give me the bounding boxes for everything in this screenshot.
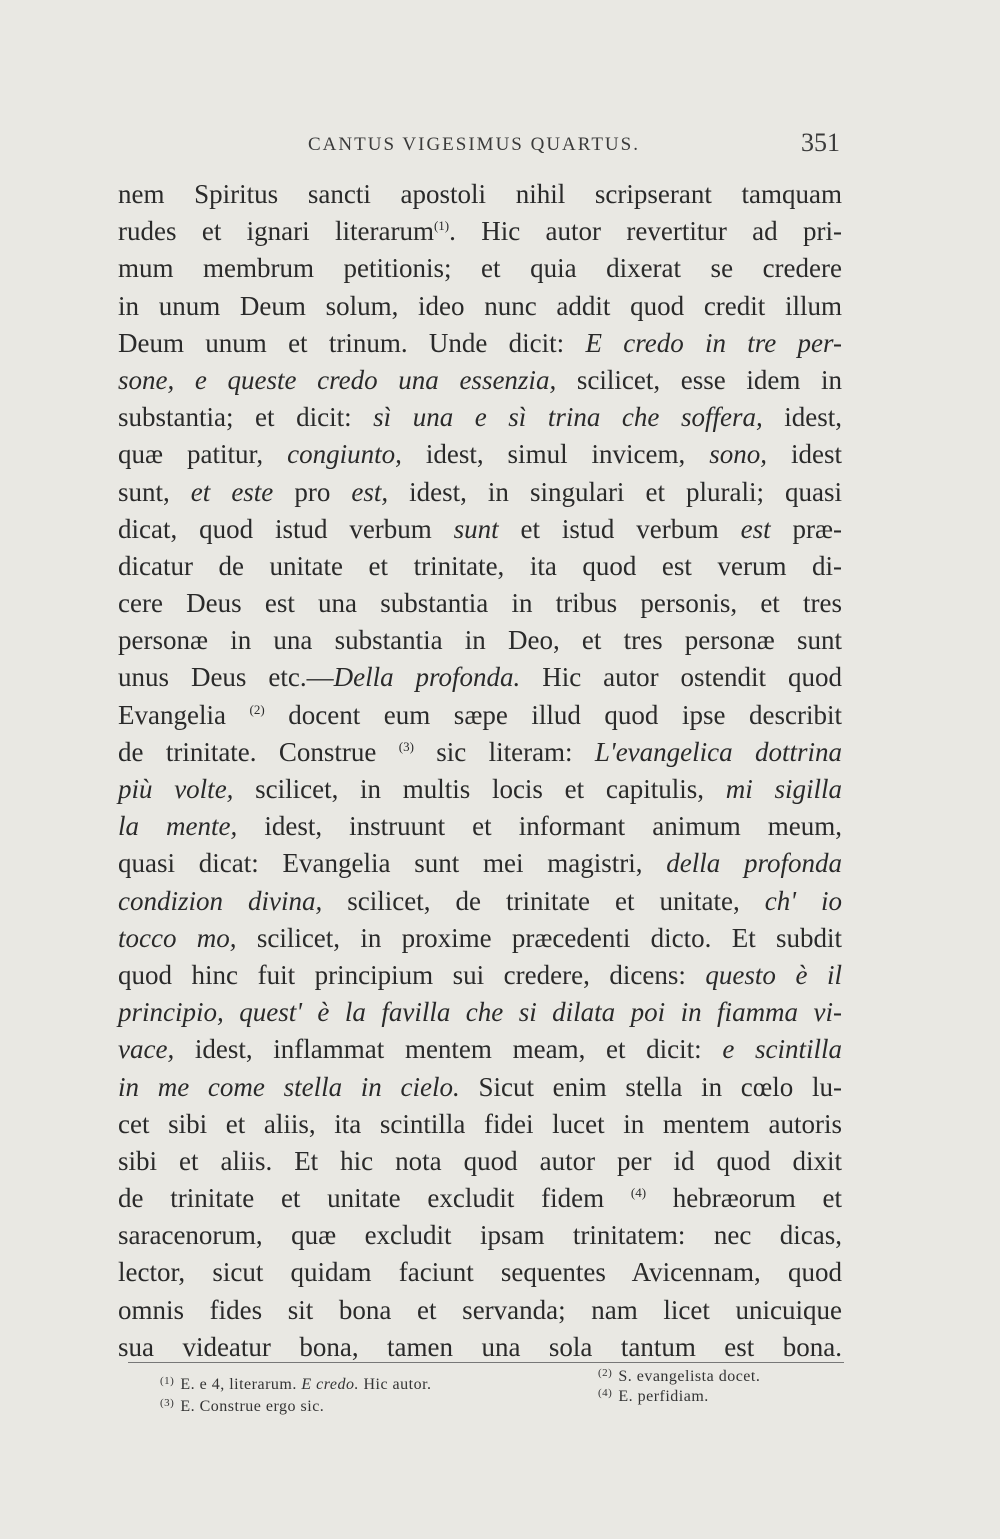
italic-phrase: E credo in tre per- [585,327,842,358]
text-segment: scilicet, in proxime præcedenti dicto. Et subdit [236,922,843,953]
footnote-2 [598,1367,760,1386]
italic-phrase: in me come stella in cielo. [118,1071,460,1102]
italic-phrase: tocco mo, [118,922,237,953]
text-line [118,511,842,548]
text-line [118,1180,842,1217]
text-line [118,474,842,511]
text-segment: præ- [770,513,842,544]
text-segment: Hic autor ostendit quod [520,662,842,693]
footnote-reference: (4) [630,1185,647,1201]
text-segment: quasi dicat: Evangelia sunt mei magistri, [118,848,667,879]
italic-phrase: L'evangelica dottrina [594,736,842,767]
text-segment: de trinitate. Construe [118,736,399,767]
text-segment: pro [273,476,352,507]
text-line [118,994,842,1031]
footnote-4 [598,1387,709,1406]
text-segment: dicatur de unitate et trinitate, ita quod est verum di- [118,550,842,581]
text-segment: scilicet, esse idem in [556,364,843,395]
footnote-text: S. evangelista docet. [618,1368,761,1385]
italic-phrase: vace, [118,1034,175,1065]
italic-phrase: principio, quest' è la favilla che si dilata poi in fiamma vi- [118,997,842,1028]
text-line [118,957,842,994]
text-line [118,771,842,808]
text-segment: docent eum sæpe illud quod ipse describit [264,699,842,730]
text-segment: idest, [762,402,843,433]
text-segment: idest, in singulari et plurali; quasi [388,476,842,507]
footnote-mark: (2) [598,1367,613,1379]
footnote-3 [160,1397,324,1416]
text-line [118,399,842,436]
italic-phrase: et este [190,476,274,507]
italic-phrase: e scintilla [722,1034,842,1065]
text-segment: Evangelia [118,699,250,730]
text-segment: sibi et aliis. Et hic nota quod autor per id quod dixit [118,1145,842,1176]
text-line [118,622,842,659]
text-line [118,1292,842,1329]
text-segment: scilicet, de trinitate et unitate, [322,885,765,916]
footnote-mark: (4) [598,1387,613,1399]
text-segment: Sicut enim stella in cœlo lu- [459,1071,842,1102]
footnote-rest: Hic autor. [358,1376,432,1393]
italic-phrase: sì una e sì trina che soffera, [373,402,763,433]
text-line [118,659,842,696]
footnote-1 [160,1375,432,1394]
footnote-italic: E credo. [301,1376,359,1393]
italic-phrase: est [740,513,771,544]
footnote-text: E. e 4, literarum. [180,1376,302,1393]
text-segment: scilicet, in multis locis et capitulis, [233,774,726,804]
text-segment: omnis fides sit bona et servanda; nam licet unicuique [118,1294,842,1325]
text-line [118,1106,842,1143]
text-line [118,250,842,287]
italic-phrase: questo è il [705,959,842,990]
text-segment: mum membrum petitionis; et quia dixerat se credere [118,253,842,284]
italic-phrase: Della profonda. [333,662,521,693]
text-line [118,883,842,920]
text-line [118,808,842,845]
page-number: 351 [801,128,840,157]
text-line [118,1217,842,1254]
footnote-divider [128,1362,844,1363]
text-segment: et istud verbum [498,513,741,544]
running-title: CANTUS VIGESIMUS QUARTUS. [308,134,640,155]
footnote-text: E. Construe ergo sic. [180,1398,325,1415]
text-segment: idest [767,439,842,470]
text-line [118,213,842,250]
text-line [118,325,842,362]
text-segment: idest, instruunt et informant animum meum, [237,811,842,842]
footnote-reference: (3) [398,738,414,754]
text-segment: nem Spiritus sancti apostoli nihil scripserant tamquam [118,179,842,209]
italic-phrase: mi sigilla [725,774,842,804]
text-line [118,845,842,882]
text-line [118,288,842,325]
text-line [118,548,842,585]
text-line [118,920,842,957]
italic-phrase: ch' io [764,885,842,916]
italic-phrase: della profonda [666,848,842,879]
text-line [118,1329,842,1366]
text-line [118,1143,842,1180]
text-segment: cet sibi et aliis, ita scintilla fidei lucet in mentem autoris [118,1108,842,1139]
text-line [118,362,842,399]
italic-phrase: congiunto, [287,439,402,470]
text-segment: substantia; et dicit: [118,402,374,433]
footnote-reference: (2) [249,701,265,717]
text-segment: saracenorum, quæ excludit ipsam trinitatem: nec dicas, [118,1220,842,1251]
italic-phrase: sone, e queste credo una essenzia, [118,364,557,395]
text-segment: sic literam: [413,736,595,767]
text-segment: quod hinc fuit principium sui credere, dicens: [118,959,706,990]
footnote-mark: (3) [160,1397,175,1409]
text-line [118,585,842,622]
body-text [118,176,842,1366]
footnote-text: E. perfidiam. [618,1388,709,1405]
text-line [118,1031,842,1068]
text-segment: de trinitate et unitate excludit fidem [118,1183,631,1214]
text-line [118,436,842,473]
italic-phrase: condizion divina, [118,885,323,916]
text-line [118,1254,842,1291]
text-segment: hebræorum et [646,1183,842,1214]
italic-phrase: più volte, [118,774,234,804]
italic-phrase: sunt [453,513,499,544]
italic-phrase: la mente, [118,811,238,842]
page-header [120,128,840,164]
text-segment: sua videatur bona, tamen una sola tantum est bona. [118,1331,842,1362]
text-segment: idest, inflammat mentem meam, et dicit: [174,1034,723,1065]
italic-phrase: sono, [709,439,768,470]
text-segment: cere Deus est una substantia in tribus personis, et tres [118,588,842,619]
text-segment: Deum unum et trinum. Unde dicit: [118,327,586,358]
text-segment: dicat, quod istud verbum [118,513,454,544]
text-line [118,176,842,213]
text-line [118,1069,842,1106]
text-segment: idest, simul invicem, [401,439,710,470]
text-segment: lector, sicut quidam faciunt sequentes Avicennam, quod [118,1257,842,1288]
text-segment: quæ patitur, [118,439,288,470]
text-segment: unus Deus etc.— [118,662,334,693]
text-segment: rudes et ignari literarum [118,216,434,247]
footnote-reference: (1) [433,218,450,234]
text-line [118,734,842,771]
italic-phrase: est, [351,476,389,507]
text-segment: sunt, [118,476,191,507]
text-segment: . Hic autor revertitur ad pri- [449,216,842,247]
footnote-mark: (1) [160,1375,175,1387]
text-line [118,697,842,734]
text-segment: personæ in una substantia in Deo, et tres personæ sunt [118,625,842,656]
text-segment: in unum Deum solum, ideo nunc addit quod credit illum [118,290,842,321]
